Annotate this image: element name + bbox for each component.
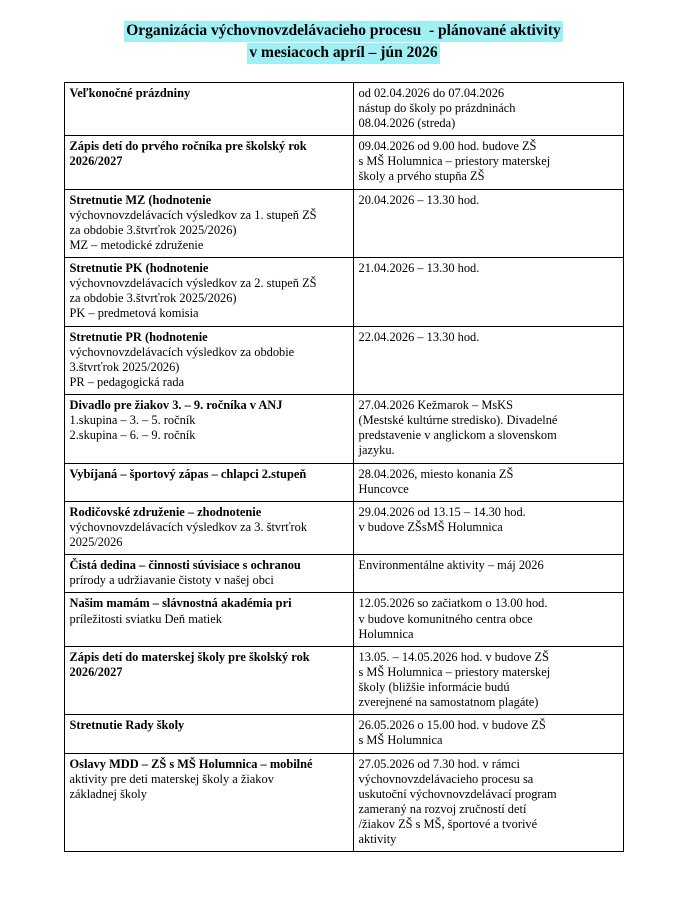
table-row <box>64 395 623 464</box>
cell-line: 22.04.2026 – 13.30 hod. <box>358 329 480 344</box>
cell-line: Stretnutie PK (hodnotenie <box>69 261 209 276</box>
table-row <box>64 501 623 554</box>
table-row <box>64 753 623 852</box>
cell-line: Veľkonočné prázdniny <box>69 85 191 100</box>
cell-line: výchovnovzdelávacích výsledkov za obdobie <box>69 344 295 359</box>
cell-line: Stretnutie MZ (hodnotenie <box>69 192 212 207</box>
activity-cell <box>64 189 353 258</box>
cell-line: výchovnovzdelávacích výsledkov za 2. stupeň ZŠ <box>69 276 317 291</box>
cell-line: v budove ZŠsMŠ Holumnica <box>358 519 503 534</box>
cell-line: 27.04.2026 Kežmarok – MsKS <box>358 398 514 413</box>
cell-line: /žiakov ZŠ s MŠ, športové a tvorivé <box>358 817 538 832</box>
cell-line: predstavenie v anglickom a slovenskom <box>358 428 557 443</box>
table-row <box>64 136 623 189</box>
details-cell <box>353 593 623 646</box>
activity-cell <box>64 326 353 395</box>
cell-line: s MŠ Holumnica – priestory materskej <box>358 154 551 169</box>
details-cell <box>353 646 623 715</box>
cell-line: PR – pedagogická rada <box>69 374 185 389</box>
activity-cell <box>64 258 353 327</box>
activity-cell <box>64 715 353 753</box>
cell-line: prírody a udržiavanie čistoty v našej obci <box>69 573 274 588</box>
details-cell <box>353 136 623 189</box>
cell-line: 2.skupina – 6. – 9. ročník <box>69 428 196 443</box>
cell-line: 1.skupina – 3. – 5. ročník <box>69 413 196 428</box>
cell-line: aktivity <box>358 832 397 847</box>
cell-line: (Mestské kultúrne stredisko). Divadelné <box>358 413 558 428</box>
cell-line: Stretnutie Rady školy <box>69 718 185 733</box>
cell-line: Huncovce <box>358 481 409 496</box>
document-page <box>0 20 687 897</box>
table-row <box>64 82 623 135</box>
table-row <box>64 258 623 327</box>
cell-line: Čistá dedina – činnosti súvisiace s ochranou <box>69 558 301 573</box>
cell-line: výchovnovzdelávacích výsledkov za 3. štvrťrok <box>69 519 308 534</box>
cell-line: Našim mamám – slávnostná akadémia pri <box>69 596 292 611</box>
cell-line: za obdobie 3.štvrťrok 2025/2026) <box>69 222 237 237</box>
cell-line: 2026/2027 <box>69 664 123 679</box>
activity-cell <box>64 501 353 554</box>
cell-line: výchovnovzdelávacích výsledkov za 1. stupeň ZŠ <box>69 207 317 222</box>
cell-line: MZ – metodické združenie <box>69 237 204 252</box>
cell-line: v budove komunitného centra obce <box>358 611 533 626</box>
cell-line: 2025/2026 <box>69 535 123 550</box>
cell-line: za obdobie 3.štvrťrok 2025/2026) <box>69 291 237 306</box>
details-cell <box>353 326 623 395</box>
title-line-1: Organizácia výchovnovzdelávacieho procesu - plánované aktivity <box>124 21 563 42</box>
cell-line: základnej školy <box>69 786 147 801</box>
cell-line: Holumnica <box>358 626 414 641</box>
cell-line: uskutoční výchovnovzdelávací program <box>358 786 557 801</box>
cell-line: 09.04.2026 od 9.00 hod. budove ZŠ <box>358 139 537 154</box>
cell-line: jazyku. <box>358 443 395 458</box>
table-row <box>64 555 623 593</box>
details-cell <box>353 258 623 327</box>
table-row <box>64 463 623 501</box>
cell-line: školy (bližšie informácie budú <box>358 680 510 695</box>
details-cell <box>353 395 623 464</box>
cell-line: výchovnovzdelávacieho procesu sa <box>358 771 534 786</box>
details-cell <box>353 82 623 135</box>
cell-line: od 02.04.2026 do 07.04.2026 <box>358 85 505 100</box>
title-line-2-wrapper <box>0 42 687 64</box>
schedule-table-body <box>64 82 623 852</box>
cell-line: 21.04.2026 – 13.30 hod. <box>358 261 480 276</box>
cell-line: 13.05. – 14.05.2026 hod. v budove ZŠ <box>358 649 549 664</box>
cell-line: školy a prvého stupňa ZŠ <box>358 169 485 184</box>
cell-line: 12.05.2026 so začiatkom o 13.00 hod. <box>358 596 548 611</box>
cell-line: s MŠ Holumnica <box>358 733 443 748</box>
cell-line: 20.04.2026 – 13.30 hod. <box>358 192 480 207</box>
cell-line: Divadlo pre žiakov 3. – 9. ročníka v ANJ <box>69 398 283 413</box>
cell-line: 3.štvrťrok 2025/2026) <box>69 359 180 374</box>
activity-cell <box>64 136 353 189</box>
activity-cell <box>64 463 353 501</box>
activity-cell <box>64 82 353 135</box>
details-cell <box>353 189 623 258</box>
title-line-2: v mesiacoch apríl – jún 2026 <box>247 43 439 64</box>
details-cell <box>353 753 623 852</box>
cell-line: PK – predmetová komisia <box>69 306 199 321</box>
activity-cell <box>64 646 353 715</box>
activity-cell <box>64 753 353 852</box>
cell-line: s MŠ Holumnica – priestory materskej <box>358 664 551 679</box>
activity-cell <box>64 555 353 593</box>
schedule-table <box>64 82 624 853</box>
cell-line: 28.04.2026, miesto konania ZŠ <box>358 466 514 481</box>
cell-line: zverejnené na samostatnom plagáte) <box>358 695 539 710</box>
cell-line: 27.05.2026 od 7.30 hod. v rámci <box>358 756 520 771</box>
details-cell <box>353 501 623 554</box>
cell-line: aktivity pre deti materskej školy a žiakov <box>69 771 274 786</box>
cell-line: Zápis detí do materskej školy pre školský rok <box>69 649 310 664</box>
table-row <box>64 189 623 258</box>
cell-line: príležitosti sviatku Deň matiek <box>69 611 222 626</box>
cell-line: Stretnutie PR (hodnotenie <box>69 329 208 344</box>
table-row <box>64 646 623 715</box>
cell-line: Oslavy MDD – ZŠ s MŠ Holumnica – mobilné <box>69 756 313 771</box>
details-cell <box>353 555 623 593</box>
cell-line: 08.04.2026 (streda) <box>358 116 456 131</box>
table-row <box>64 715 623 753</box>
cell-line: nástup do školy po prázdninách <box>358 100 516 115</box>
activity-cell <box>64 395 353 464</box>
cell-line: Zápis detí do prvého ročníka pre školský rok <box>69 139 307 154</box>
cell-line: zameraný na rozvoj zručností detí <box>358 801 527 816</box>
details-cell <box>353 463 623 501</box>
details-cell <box>353 715 623 753</box>
cell-line: Environmentálne aktivity – máj 2026 <box>358 558 544 573</box>
cell-line: Rodičovské združenie – zhodnotenie <box>69 504 262 519</box>
document-title <box>0 20 687 64</box>
table-row <box>64 326 623 395</box>
cell-line: Vybíjaná – športový zápas – chlapci 2.stupeň <box>69 466 307 481</box>
cell-line: 2026/2027 <box>69 154 123 169</box>
table-row <box>64 593 623 646</box>
cell-line: 26.05.2026 o 15.00 hod. v budove ZŠ <box>358 718 546 733</box>
activity-cell <box>64 593 353 646</box>
title-line-1-wrapper <box>0 20 687 42</box>
cell-line: 29.04.2026 od 13.15 – 14.30 hod. <box>358 504 526 519</box>
